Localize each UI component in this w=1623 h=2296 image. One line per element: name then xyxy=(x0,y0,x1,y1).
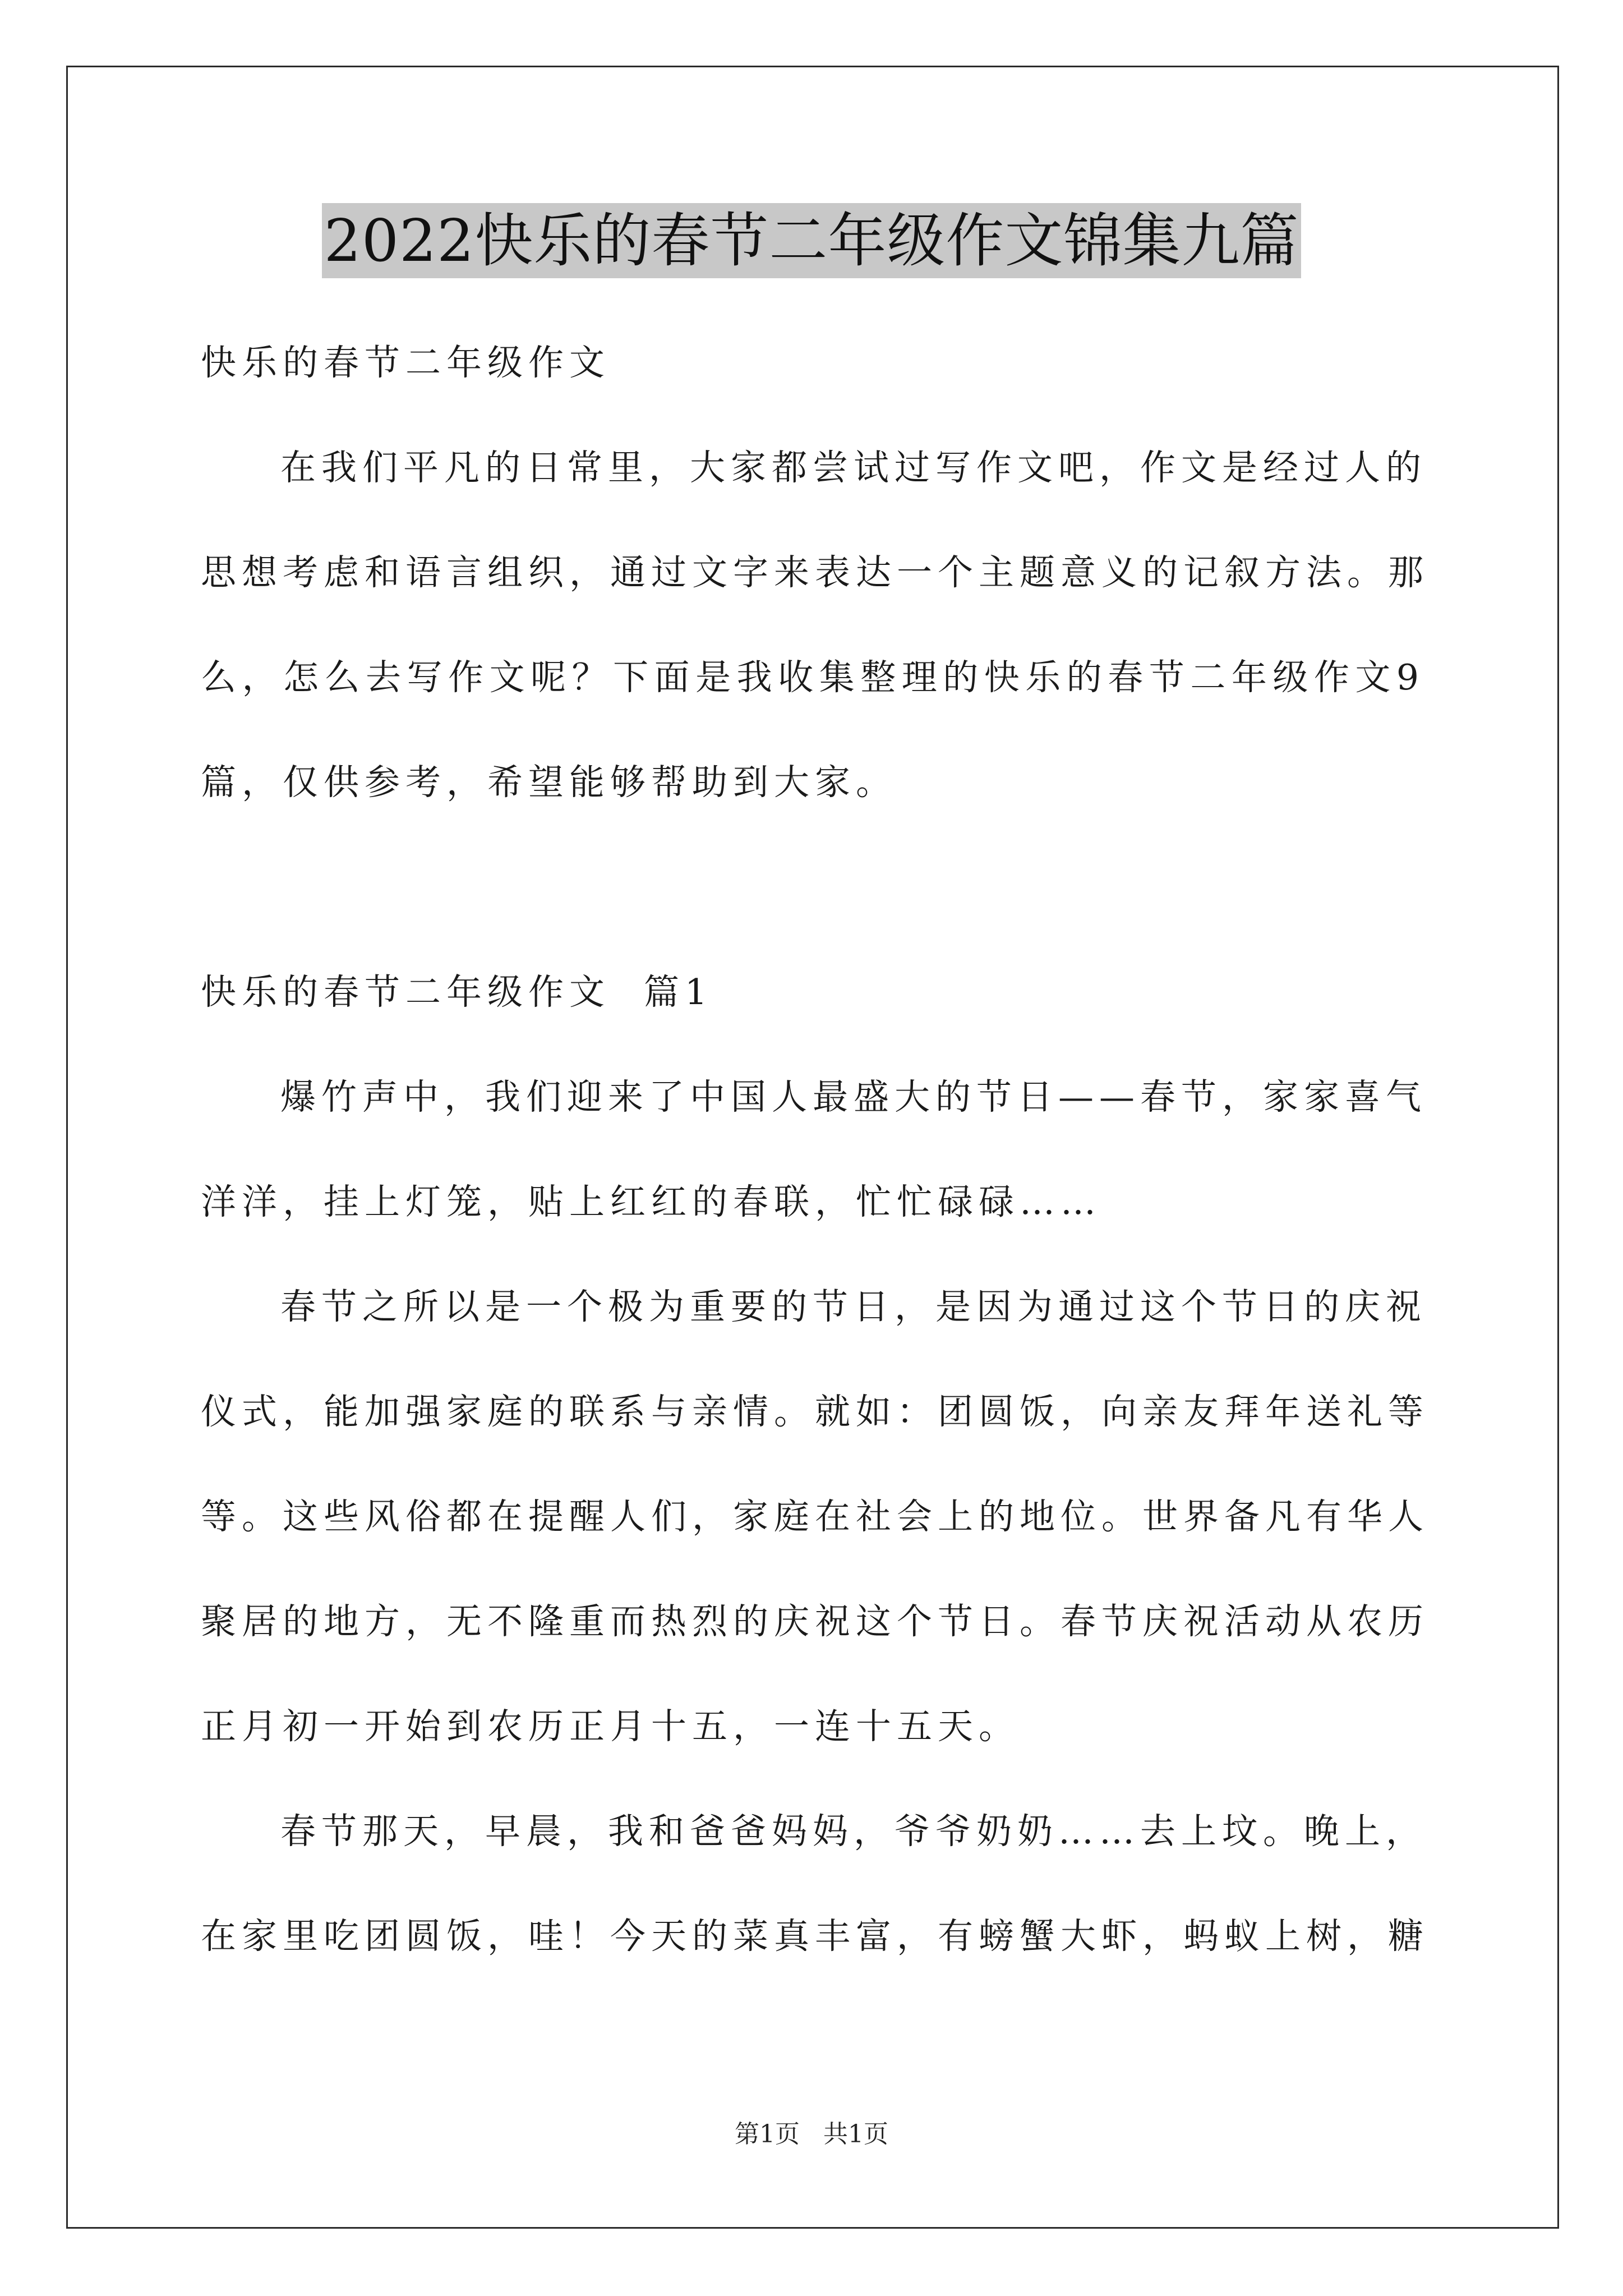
paragraph-2-line: 春节之所以是一个极为重要的节日，是因为通过这个节日的庆祝 xyxy=(280,1286,1427,1327)
paragraph-1-line: 洋洋，挂上灯笼，贴上红红的春联，忙忙碌碌…… xyxy=(201,1181,1101,1222)
paragraph-2-line: 仪式，能加强家庭的联系与亲情。就如：团圆饭，向亲友拜年送礼等 xyxy=(201,1391,1429,1432)
paragraph-2-line: 正月初一开始到农历正月十五，一连十五天。 xyxy=(201,1706,1020,1747)
intro-paragraph-line: 么，怎么去写作文呢？下面是我收集整理的快乐的春节二年级作文9 xyxy=(201,657,1424,698)
title-container xyxy=(0,203,1623,278)
document-body xyxy=(201,310,1429,1989)
section-heading: 快乐的春节二年级作文 篇1 xyxy=(201,972,713,1013)
paragraph-2-line: 等。这些风俗都在提醒人们，家庭在社会上的地位。世界备凡有华人 xyxy=(201,1496,1429,1537)
document-title: 2022快乐的春节二年级作文锦集九篇 xyxy=(322,203,1302,278)
intro-paragraph-line: 篇，仅供参考，希望能够帮助到大家。 xyxy=(201,762,897,803)
intro-paragraph-line: 在我们平凡的日常里，大家都尝试过写作文吧，作文是经过人的 xyxy=(280,447,1427,488)
spacer xyxy=(201,835,1424,940)
paragraph-3-line: 在家里吃团圆饭，哇！今天的菜真丰富，有螃蟹大虾，蚂蚁上树，糖 xyxy=(201,1916,1429,1957)
page-footer: 第1页 共1页 xyxy=(735,2120,888,2148)
paragraph-3-line: 春节那天，早晨，我和爸爸妈妈，爷爷奶奶……去上坟。晚上， xyxy=(280,1811,1427,1852)
intro-heading: 快乐的春节二年级作文 xyxy=(201,342,610,383)
paragraph-2-line: 聚居的地方，无不隆重而热烈的庆祝这个节日。春节庆祝活动从农历 xyxy=(201,1601,1429,1642)
intro-paragraph-line: 思想考虑和语言组织，通过文字来表达一个主题意义的记叙方法。那 xyxy=(201,552,1429,593)
paragraph-1-line: 爆竹声中，我们迎来了中国人最盛大的节日——春节，家家喜气 xyxy=(280,1076,1427,1117)
